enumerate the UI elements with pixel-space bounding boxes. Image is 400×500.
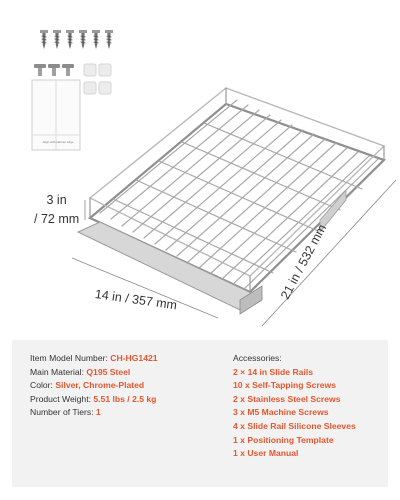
- accessory-item: 2 x Stainless Steel Screws: [233, 393, 341, 404]
- pull-out-basket: [78, 88, 384, 314]
- screw-icon: [79, 30, 87, 49]
- accessory-item: 1 x User Manual: [233, 448, 299, 459]
- silicone-sleeves: [84, 64, 111, 94]
- spec-value: CH-HG1421: [110, 353, 158, 363]
- accessory-item: 2 × 14 in Slide Rails: [233, 366, 314, 377]
- height-dimension-label: [34, 191, 79, 229]
- sleeve-icon: [99, 64, 111, 76]
- accessory-item: 4 x Slide Rail Silicone Sleeves: [233, 420, 356, 431]
- template-caption: Align with cabinet edge: [42, 140, 74, 144]
- screw-icon: [66, 30, 74, 49]
- machine-screw-icon: [34, 64, 46, 76]
- spec-label: Item Model Number:: [30, 353, 108, 363]
- spec-value: 5.51 lbs / 2.5 kg: [93, 393, 157, 404]
- sleeve-icon: [84, 82, 96, 94]
- machine-screws: [34, 64, 74, 76]
- spec-tiers: [30, 406, 210, 420]
- info-panel: [12, 340, 388, 487]
- spec-material: [30, 366, 210, 380]
- accessory-item: 1 x Positioning Template: [233, 434, 334, 445]
- screw-icon: [92, 30, 100, 49]
- machine-screw-icon: [62, 64, 74, 76]
- spec-label: Product Weight:: [30, 393, 91, 404]
- spec-value: Silver, Chrome-Plated: [55, 380, 145, 391]
- screw-icon: [105, 30, 113, 49]
- spec-label: Number of Tiers:: [30, 407, 94, 418]
- spec-model: [30, 352, 210, 366]
- height-dimension-inch: 3 in: [46, 193, 67, 207]
- width-dimension-label: 14 in / 357 mm: [94, 287, 178, 313]
- spec-weight: [30, 393, 210, 407]
- depth-dimension-line: [262, 180, 396, 326]
- specifications: [30, 352, 210, 420]
- accessory-item: 10 x Self-Tapping Screws: [233, 380, 336, 391]
- depth-dimension-label: 21 in / 532 mm: [278, 221, 330, 302]
- accessory-item: 3 x M5 Machine Screws: [233, 407, 329, 418]
- sleeve-icon: [99, 82, 111, 94]
- screw-icon: [53, 30, 61, 49]
- height-dimension-mm: / 72 mm: [34, 212, 80, 226]
- self-tapping-screws: [40, 30, 113, 49]
- machine-screw-icon: [48, 64, 60, 76]
- accessories: [233, 352, 383, 461]
- spec-label: Main Material:: [30, 366, 84, 377]
- spec-value: 1: [95, 407, 101, 418]
- spec-color: [30, 379, 210, 393]
- sleeve-icon: [84, 64, 96, 76]
- screw-icon: [40, 30, 48, 49]
- spec-label: Color:: [30, 380, 53, 391]
- spec-value: Q195 Steel: [86, 366, 131, 377]
- accessories-title: Accessories:: [233, 353, 282, 363]
